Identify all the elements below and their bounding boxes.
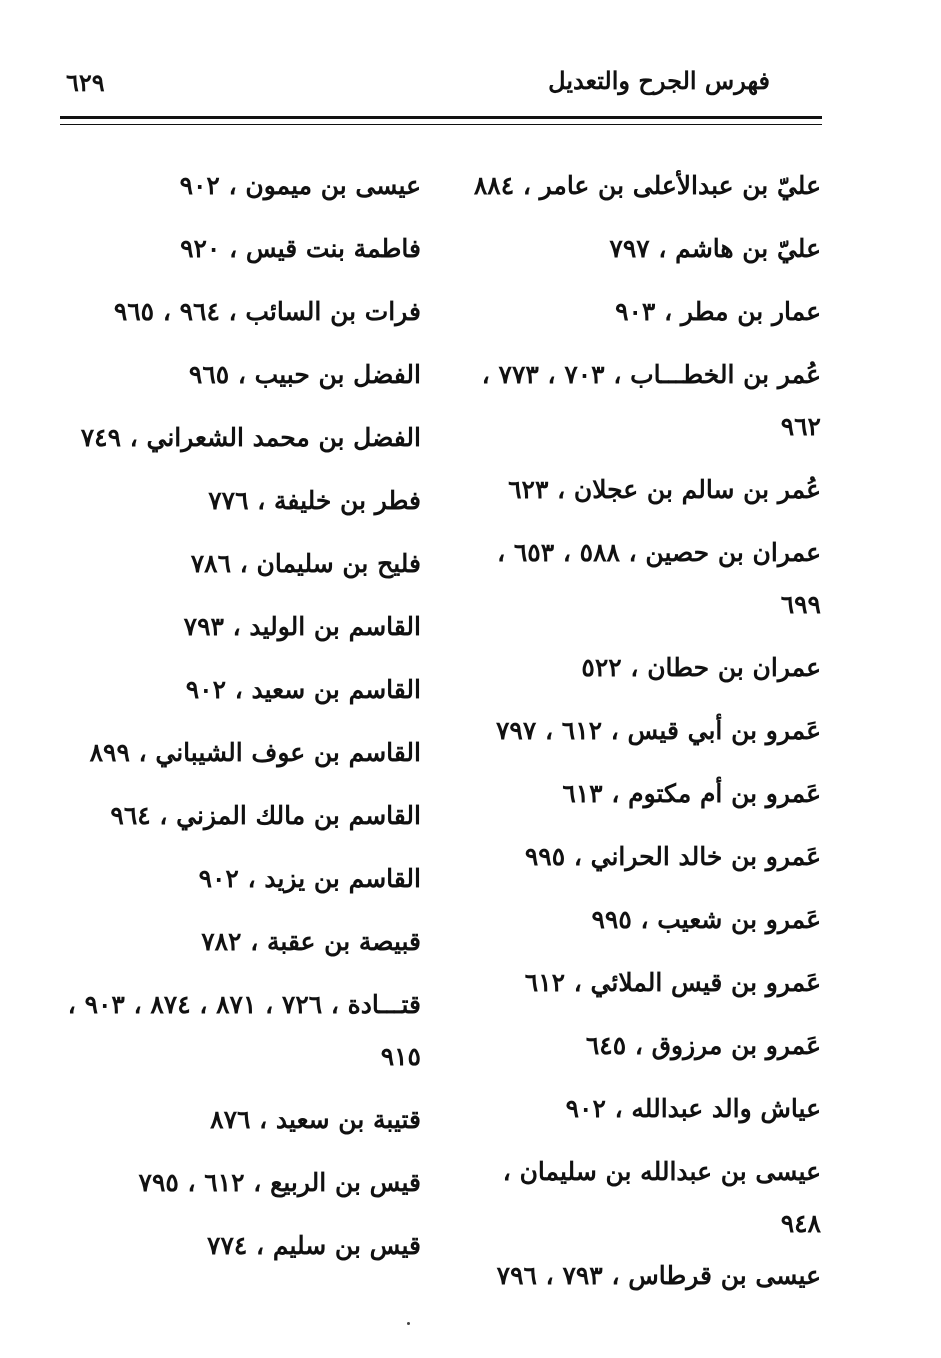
index-column-right (461, 160, 821, 1313)
index-entry: فطر بن خليفة ، ٧٧٦ (208, 486, 421, 515)
index-entry: عَمرو بن أبي قيس ، ٦١٢ ، ٧٩٧ (496, 716, 821, 745)
page-header (60, 66, 822, 106)
index-entry: قيس بن سليم ، ٧٧٤ (207, 1231, 421, 1260)
index-entry: الفضل بن محمد الشعراني ، ٧٤٩ (80, 423, 421, 452)
index-entry: القاسم بن عوف الشيباني ، ٨٩٩ (89, 738, 421, 767)
index-entry: عيسى بن قرطاس ، ٧٩٣ ، ٧٩٦ (496, 1261, 821, 1290)
running-title: فهرس الجرح والتعديل (548, 66, 770, 95)
index-entry: القاسم بن يزيد ، ٩٠٢ (198, 864, 421, 893)
index-entry: عمران بن حطان ، ٥٢٢ (581, 653, 821, 682)
header-rule-thick (60, 116, 822, 119)
page-number: ٦٢٩ (66, 68, 105, 97)
index-entry: عيسى بن عبدالله بن سليمان ، ٩٤٨ (502, 1157, 821, 1238)
index-entry: فليح بن سليمان ، ٧٨٦ (190, 549, 421, 578)
index-entry: عَمرو بن مرزوق ، ٦٤٥ (585, 1031, 821, 1060)
index-entry: عُمر بن الخطـــاب ، ٧٠٣ ، ٧٧٣ ، ٩٦٢ (481, 360, 821, 441)
index-entry: عَمرو بن خالد الحراني ، ٩٩٥ (524, 842, 821, 871)
index-entry: عُمر بن سالم بن عجلان ، ٦٢٣ (508, 475, 821, 504)
page-speck (407, 1322, 410, 1325)
index-entry: عمران بن حصين ، ٥٨٨ ، ٦٥٣ ، ٦٩٩ (497, 538, 821, 619)
index-entry: قبيصة بن عقبة ، ٧٨٢ (201, 927, 421, 956)
index-entry: الفضل بن حبيب ، ٩٦٥ (188, 360, 421, 389)
index-entry: قتيبة بن سعيد ، ٨٧٦ (210, 1105, 421, 1134)
header-rule-thin (60, 124, 822, 125)
index-entry: عَمرو بن قيس الملائي ، ٦١٢ (524, 968, 821, 997)
index-column-left (61, 160, 421, 1283)
index-entry: عيسى بن ميمون ، ٩٠٢ (179, 171, 421, 200)
index-entry: قتـــادة ، ٧٢٦ ، ٨٧١ ، ٨٧٤ ، ٩٠٣ ، ٩١٥ (67, 990, 421, 1071)
index-entry: عليّ بن هاشم ، ٧٩٧ (609, 234, 821, 263)
index-entry: فرات بن السائب ، ٩٦٤ ، ٩٦٥ (113, 297, 421, 326)
index-entry: عَمرو بن أم مكتوم ، ٦١٣ (562, 779, 821, 808)
index-entry: عياش والد عبدالله ، ٩٠٢ (565, 1094, 821, 1123)
index-entry: قيس بن الربيع ، ٦١٢ ، ٧٩٥ (138, 1168, 421, 1197)
index-entry: عَمرو بن شعيب ، ٩٩٥ (591, 905, 821, 934)
index-entry: القاسم بن الوليد ، ٧٩٣ (183, 612, 421, 641)
index-entry: القاسم بن سعيد ، ٩٠٢ (185, 675, 421, 704)
index-entry: القاسم بن مالك المزني ، ٩٦٤ (110, 801, 421, 830)
index-entry: فاطمة بنت قيس ، ٩٢٠ (180, 234, 421, 263)
index-entry: عليّ بن عبدالأعلى بن عامر ، ٨٨٤ (473, 171, 821, 200)
index-entry: عمار بن مطر ، ٩٠٣ (615, 297, 821, 326)
